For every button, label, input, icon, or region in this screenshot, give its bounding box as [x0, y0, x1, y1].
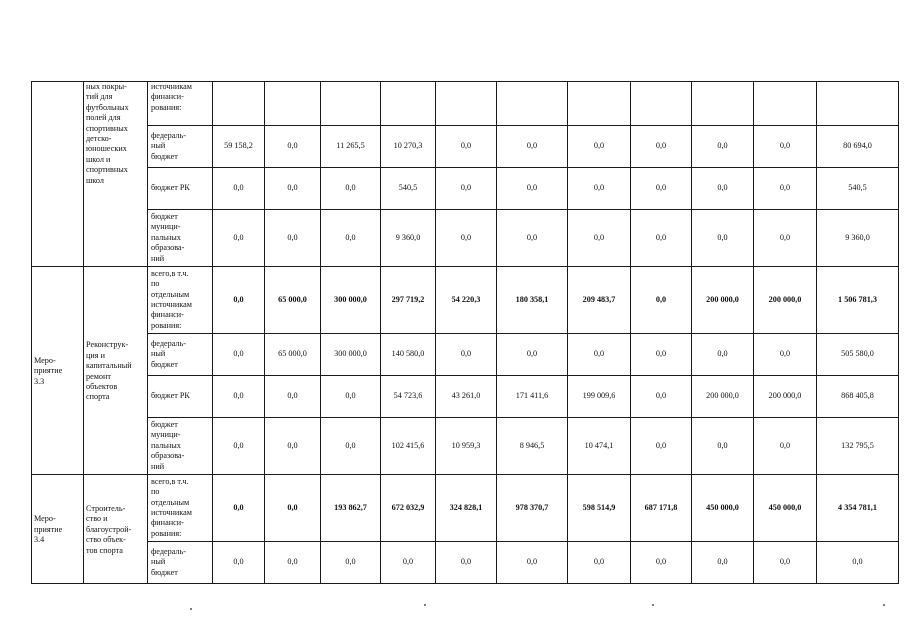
- table-row: [32, 334, 899, 376]
- value-cell: [817, 82, 899, 126]
- funding-source-cell: бюджет муници- пальных образова- ний: [148, 418, 213, 475]
- value-cell: 0,0: [631, 126, 692, 168]
- value-cell: 0,0: [754, 334, 817, 376]
- table-row: [32, 376, 899, 418]
- table-row: [32, 267, 899, 334]
- value-cell: [436, 82, 497, 126]
- value-cell: [265, 82, 321, 126]
- value-cell: 0,0: [321, 542, 381, 584]
- scan-speck: [652, 604, 654, 606]
- value-cell: 200 000,0: [754, 376, 817, 418]
- value-cell: 0,0: [631, 376, 692, 418]
- value-cell: 324 828,1: [436, 475, 497, 542]
- value-cell: 0,0: [265, 126, 321, 168]
- value-cell: 193 862,7: [321, 475, 381, 542]
- value-cell: 0,0: [692, 126, 754, 168]
- value-cell: 0,0: [497, 210, 568, 267]
- value-cell: 1 506 781,3: [817, 267, 899, 334]
- value-cell: 978 370,7: [497, 475, 568, 542]
- value-cell: 0,0: [436, 542, 497, 584]
- funding-source-cell: федераль- ный бюджет: [148, 126, 213, 168]
- value-cell: 9 360,0: [381, 210, 436, 267]
- value-cell: 0,0: [817, 542, 899, 584]
- value-cell: 0,0: [568, 334, 631, 376]
- value-cell: 0,0: [692, 168, 754, 210]
- value-cell: 80 694,0: [817, 126, 899, 168]
- value-cell: 0,0: [436, 126, 497, 168]
- value-cell: [321, 82, 381, 126]
- value-cell: 0,0: [692, 210, 754, 267]
- value-cell: 11 265,5: [321, 126, 381, 168]
- value-cell: 687 171,8: [631, 475, 692, 542]
- value-cell: 450 000,0: [754, 475, 817, 542]
- table-row: [32, 126, 899, 168]
- event-cell: Меро- приятие 3.3: [32, 267, 84, 475]
- value-cell: 0,0: [631, 168, 692, 210]
- value-cell: 0,0: [631, 210, 692, 267]
- measure-name-cell: ных покры- тий для футбольных полей для спортивных детско- юношеских школ и спортивных школ: [84, 82, 148, 267]
- value-cell: 4 354 781,1: [817, 475, 899, 542]
- table-row: [32, 210, 899, 267]
- value-cell: 0,0: [754, 126, 817, 168]
- value-cell: 0,0: [631, 418, 692, 475]
- value-cell: [568, 82, 631, 126]
- funding-source-cell: бюджет муници- пальных образова- ний: [148, 210, 213, 267]
- value-cell: 505 580,0: [817, 334, 899, 376]
- value-cell: 200 000,0: [692, 376, 754, 418]
- funding-source-cell: всего,в т.ч. по отдельным источникам финанси- рования:: [148, 475, 213, 542]
- value-cell: 10 959,3: [436, 418, 497, 475]
- value-cell: 59 158,2: [213, 126, 265, 168]
- value-cell: 0,0: [321, 168, 381, 210]
- value-cell: [381, 82, 436, 126]
- value-cell: 0,0: [265, 418, 321, 475]
- funding-source-cell: всего,в т.ч. по отдельным источникам финанси- рования:: [148, 267, 213, 334]
- value-cell: [213, 82, 265, 126]
- value-cell: [692, 82, 754, 126]
- value-cell: 297 719,2: [381, 267, 436, 334]
- value-cell: 0,0: [754, 418, 817, 475]
- value-cell: 0,0: [265, 376, 321, 418]
- value-cell: 0,0: [631, 267, 692, 334]
- value-cell: 0,0: [568, 168, 631, 210]
- value-cell: 0,0: [213, 418, 265, 475]
- value-cell: [497, 82, 568, 126]
- value-cell: 0,0: [754, 210, 817, 267]
- table-row: [32, 418, 899, 475]
- value-cell: 0,0: [568, 542, 631, 584]
- value-cell: 8 946,5: [497, 418, 568, 475]
- value-cell: 0,0: [692, 542, 754, 584]
- value-cell: 450 000,0: [692, 475, 754, 542]
- value-cell: 0,0: [692, 334, 754, 376]
- table-row: [32, 542, 899, 584]
- value-cell: 0,0: [568, 210, 631, 267]
- value-cell: [631, 82, 692, 126]
- value-cell: 199 009,6: [568, 376, 631, 418]
- value-cell: 140 580,0: [381, 334, 436, 376]
- scan-speck: [190, 608, 192, 610]
- scan-speck: [883, 604, 885, 606]
- value-cell: 0,0: [213, 168, 265, 210]
- value-cell: 0,0: [568, 126, 631, 168]
- value-cell: 0,0: [265, 210, 321, 267]
- measure-name-cell: Строитель- ство и благоустрой- ство объек- тов спорта: [84, 475, 148, 584]
- value-cell: 54 220,3: [436, 267, 497, 334]
- value-cell: 540,5: [381, 168, 436, 210]
- funding-source-cell: федераль- ный бюджет: [148, 542, 213, 584]
- value-cell: 0,0: [321, 210, 381, 267]
- value-cell: 0,0: [265, 542, 321, 584]
- value-cell: 10 474,1: [568, 418, 631, 475]
- value-cell: 0,0: [381, 542, 436, 584]
- value-cell: 0,0: [265, 475, 321, 542]
- value-cell: 0,0: [213, 475, 265, 542]
- value-cell: 672 032,9: [381, 475, 436, 542]
- value-cell: 65 000,0: [265, 334, 321, 376]
- table-row: [32, 168, 899, 210]
- value-cell: 200 000,0: [692, 267, 754, 334]
- value-cell: 9 360,0: [817, 210, 899, 267]
- value-cell: 209 483,7: [568, 267, 631, 334]
- value-cell: 0,0: [213, 376, 265, 418]
- value-cell: 0,0: [436, 334, 497, 376]
- value-cell: 0,0: [692, 418, 754, 475]
- value-cell: 0,0: [321, 418, 381, 475]
- budget-table: [31, 81, 899, 584]
- scan-speck: [424, 604, 426, 606]
- value-cell: 180 358,1: [497, 267, 568, 334]
- funding-source-cell: федераль- ный бюджет: [148, 334, 213, 376]
- value-cell: 0,0: [265, 168, 321, 210]
- value-cell: 300 000,0: [321, 334, 381, 376]
- value-cell: 0,0: [754, 168, 817, 210]
- value-cell: 200 000,0: [754, 267, 817, 334]
- value-cell: 0,0: [497, 168, 568, 210]
- value-cell: 0,0: [631, 334, 692, 376]
- value-cell: 43 261,0: [436, 376, 497, 418]
- value-cell: 102 415,6: [381, 418, 436, 475]
- funding-source-cell: источникам финанси- рования:: [148, 82, 213, 126]
- value-cell: 0,0: [497, 334, 568, 376]
- value-cell: 0,0: [497, 126, 568, 168]
- value-cell: 0,0: [213, 542, 265, 584]
- table-row: [32, 475, 899, 542]
- table-body: [32, 82, 899, 584]
- value-cell: 0,0: [213, 334, 265, 376]
- event-cell: Меро- приятие 3.4: [32, 475, 84, 584]
- funding-source-cell: бюджет РК: [148, 168, 213, 210]
- value-cell: 0,0: [754, 542, 817, 584]
- value-cell: 132 795,5: [817, 418, 899, 475]
- value-cell: 54 723,6: [381, 376, 436, 418]
- value-cell: 171 411,6: [497, 376, 568, 418]
- value-cell: 300 000,0: [321, 267, 381, 334]
- funding-source-cell: бюджет РК: [148, 376, 213, 418]
- value-cell: 0,0: [321, 376, 381, 418]
- value-cell: 0,0: [631, 542, 692, 584]
- value-cell: 0,0: [436, 210, 497, 267]
- value-cell: 540,5: [817, 168, 899, 210]
- value-cell: 0,0: [213, 267, 265, 334]
- table-row: [32, 82, 899, 126]
- value-cell: 65 000,0: [265, 267, 321, 334]
- value-cell: 10 270,3: [381, 126, 436, 168]
- value-cell: 868 405,8: [817, 376, 899, 418]
- measure-name-cell: Реконструк- ция и капитальный ремонт объектов спорта: [84, 267, 148, 475]
- value-cell: 0,0: [497, 542, 568, 584]
- value-cell: [754, 82, 817, 126]
- value-cell: 598 514,9: [568, 475, 631, 542]
- value-cell: 0,0: [436, 168, 497, 210]
- value-cell: 0,0: [213, 210, 265, 267]
- event-cell: [32, 82, 84, 267]
